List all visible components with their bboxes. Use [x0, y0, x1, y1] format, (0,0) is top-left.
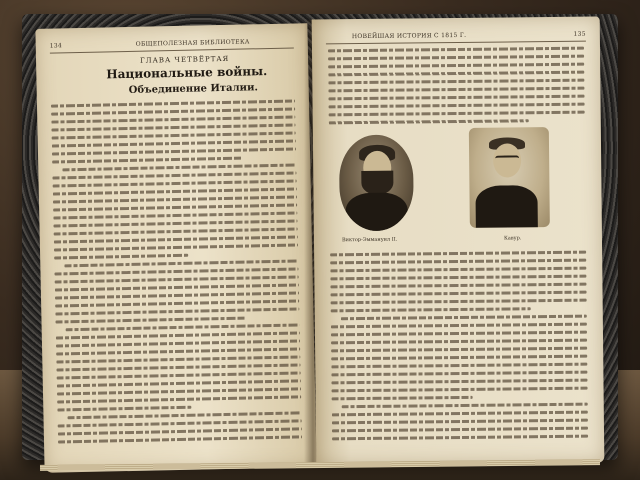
- left-page-number: 134: [49, 42, 63, 50]
- right-body-text-2: [330, 251, 588, 446]
- right-header-rule: [326, 41, 586, 45]
- section-label: ГЛАВА ЧЕТВЁРТАЯ: [139, 54, 230, 65]
- chapter-title: Национальные войны.: [106, 64, 268, 82]
- right-page-number: 135: [573, 30, 586, 38]
- left-page: [35, 23, 316, 473]
- left-body-text-1: [51, 99, 302, 448]
- chapter-subtitle: Объединение Италии.: [128, 82, 259, 96]
- left-header-rule: [50, 47, 294, 53]
- right-running-head: НОВЕЙШАЯ ИСТОРИЯ С 1815 Г.: [351, 31, 467, 41]
- right-body-text-1: [328, 47, 585, 130]
- portrait-victor-emmanuel: [339, 134, 414, 231]
- left-running-head: ОБЩЕПОЛЕЗНАЯ БИБЛИОТЕКА: [135, 38, 250, 48]
- right-page: [312, 17, 605, 466]
- portrait-cavour: [469, 127, 550, 228]
- portrait-caption-2: Кавур.: [503, 235, 522, 242]
- portrait-caption-1: Виктор-Эммануил II.: [341, 236, 398, 244]
